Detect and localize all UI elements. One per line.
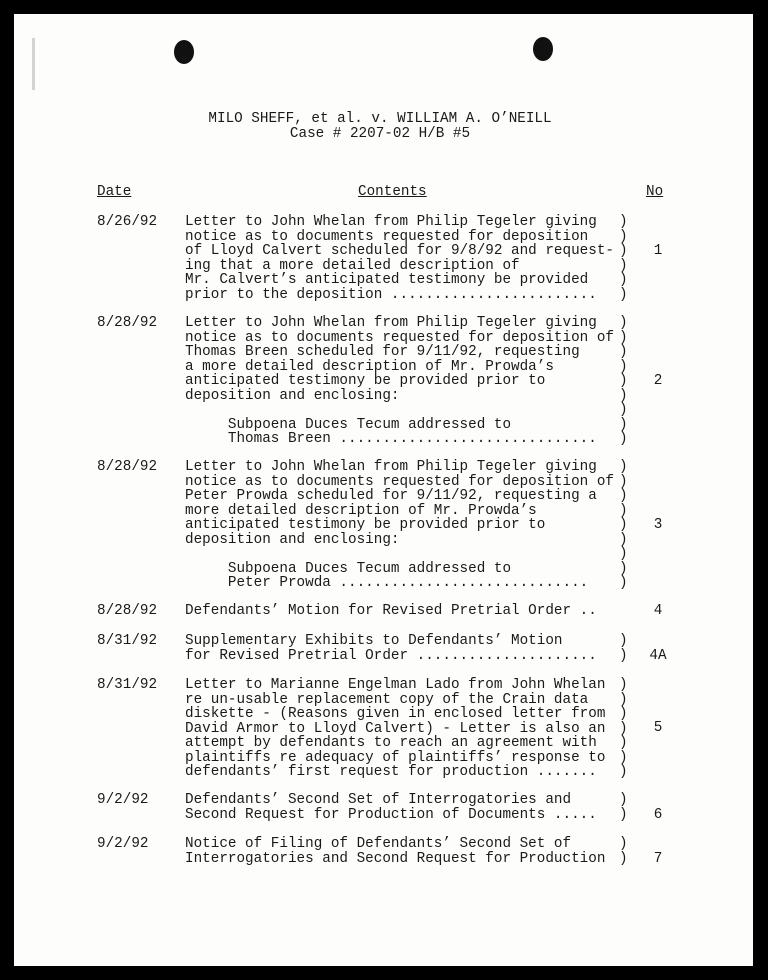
document-page (14, 14, 753, 966)
punch-hole-left (174, 40, 194, 64)
entry-brackets: ) ) (619, 792, 628, 823)
entry-date: 8/28/92 (97, 603, 158, 619)
entry-number: 4 (653, 603, 663, 619)
entry-brackets: ) ) ) ) ) ) ) ) ) (619, 459, 628, 591)
punch-hole-right (533, 37, 553, 61)
entry-brackets: ) ) ) ) ) ) ) ) ) (619, 315, 628, 447)
entry-brackets: ) ) ) ) ) ) (619, 214, 628, 303)
column-header-date: Date (97, 184, 132, 200)
entry-brackets: ) ) ) ) ) ) ) (619, 677, 628, 780)
scan-edge-mark (32, 38, 35, 90)
entry-number: 4A (649, 648, 667, 664)
entry-number: 1 (653, 243, 663, 259)
entry-description: Defendants’ Motion for Revised Pretrial Order .. (185, 603, 597, 619)
entry-brackets: ) ) (619, 633, 628, 664)
entry-number: 3 (653, 517, 663, 533)
entry-brackets: ) ) (619, 836, 628, 867)
entry-number: 5 (653, 720, 663, 736)
entry-description: Letter to John Whelan from Philip Tegeler giving notice as to documents requested for deposition of Thomas Breen scheduled for 9/11/92, requesting a more detailed description of Mr. Prowda’s anticipated testimony be provided prior to deposition and enclosing: Subpoena Duces Tecum addressed to Thomas Breen .............................. (185, 315, 614, 447)
entry-date: 9/2/92 (97, 836, 149, 852)
column-header-contents: Contents (358, 184, 427, 200)
case-caption: MILO SHEFF, et al. v. WILLIAM A. O’NEILL (208, 111, 552, 127)
entry-date: 9/2/92 (97, 792, 149, 808)
entry-date: 8/31/92 (97, 633, 158, 649)
case-number: Case # 2207-02 H/B #5 (289, 126, 471, 142)
entry-description: Letter to John Whelan from Philip Tegeler giving notice as to documents requested for deposition of Lloyd Calvert scheduled for 9/8/92 and request- ing that a more detailed description of Mr. Calvert’s anticipated testimony be provided prior to the deposition ........................ (185, 214, 614, 303)
entry-date: 8/31/92 (97, 677, 158, 693)
entry-description: Notice of Filing of Defendants’ Second Set of Interrogatories and Second Request for Production (185, 836, 606, 867)
entry-date: 8/26/92 (97, 214, 158, 230)
entry-number: 2 (653, 373, 663, 389)
entry-date: 8/28/92 (97, 459, 158, 475)
entry-number: 6 (653, 807, 663, 823)
entry-description: Defendants’ Second Set of Interrogatories and Second Request for Production of Documents ..... (185, 792, 597, 823)
entry-number: 7 (653, 851, 663, 867)
entry-description: Letter to John Whelan from Philip Tegeler giving notice as to documents requested for deposition of Peter Prowda scheduled for 9/11/92, requesting a more detailed description of Mr. Prowda’s anticipated testimony be provided prior to deposition and enclosing: Subpoena Duces Tecum addressed to Peter Prowda ............................. (185, 459, 614, 591)
entry-description: Letter to Marianne Engelman Lado from John Whelan re un-usable replacement copy of the Crain data diskette - (Reasons given in enclosed letter from David Armor to Lloyd Calvert) - Letter is also an attempt by defendants to reach an agreement with plaintiffs re adequacy of plaintiffs’ response to defendants’ first request for production ....... (185, 677, 606, 780)
entry-description: Supplementary Exhibits to Defendants’ Motion for Revised Pretrial Order ..................... (185, 633, 597, 664)
column-header-no: No (646, 184, 664, 200)
entry-date: 8/28/92 (97, 315, 158, 331)
